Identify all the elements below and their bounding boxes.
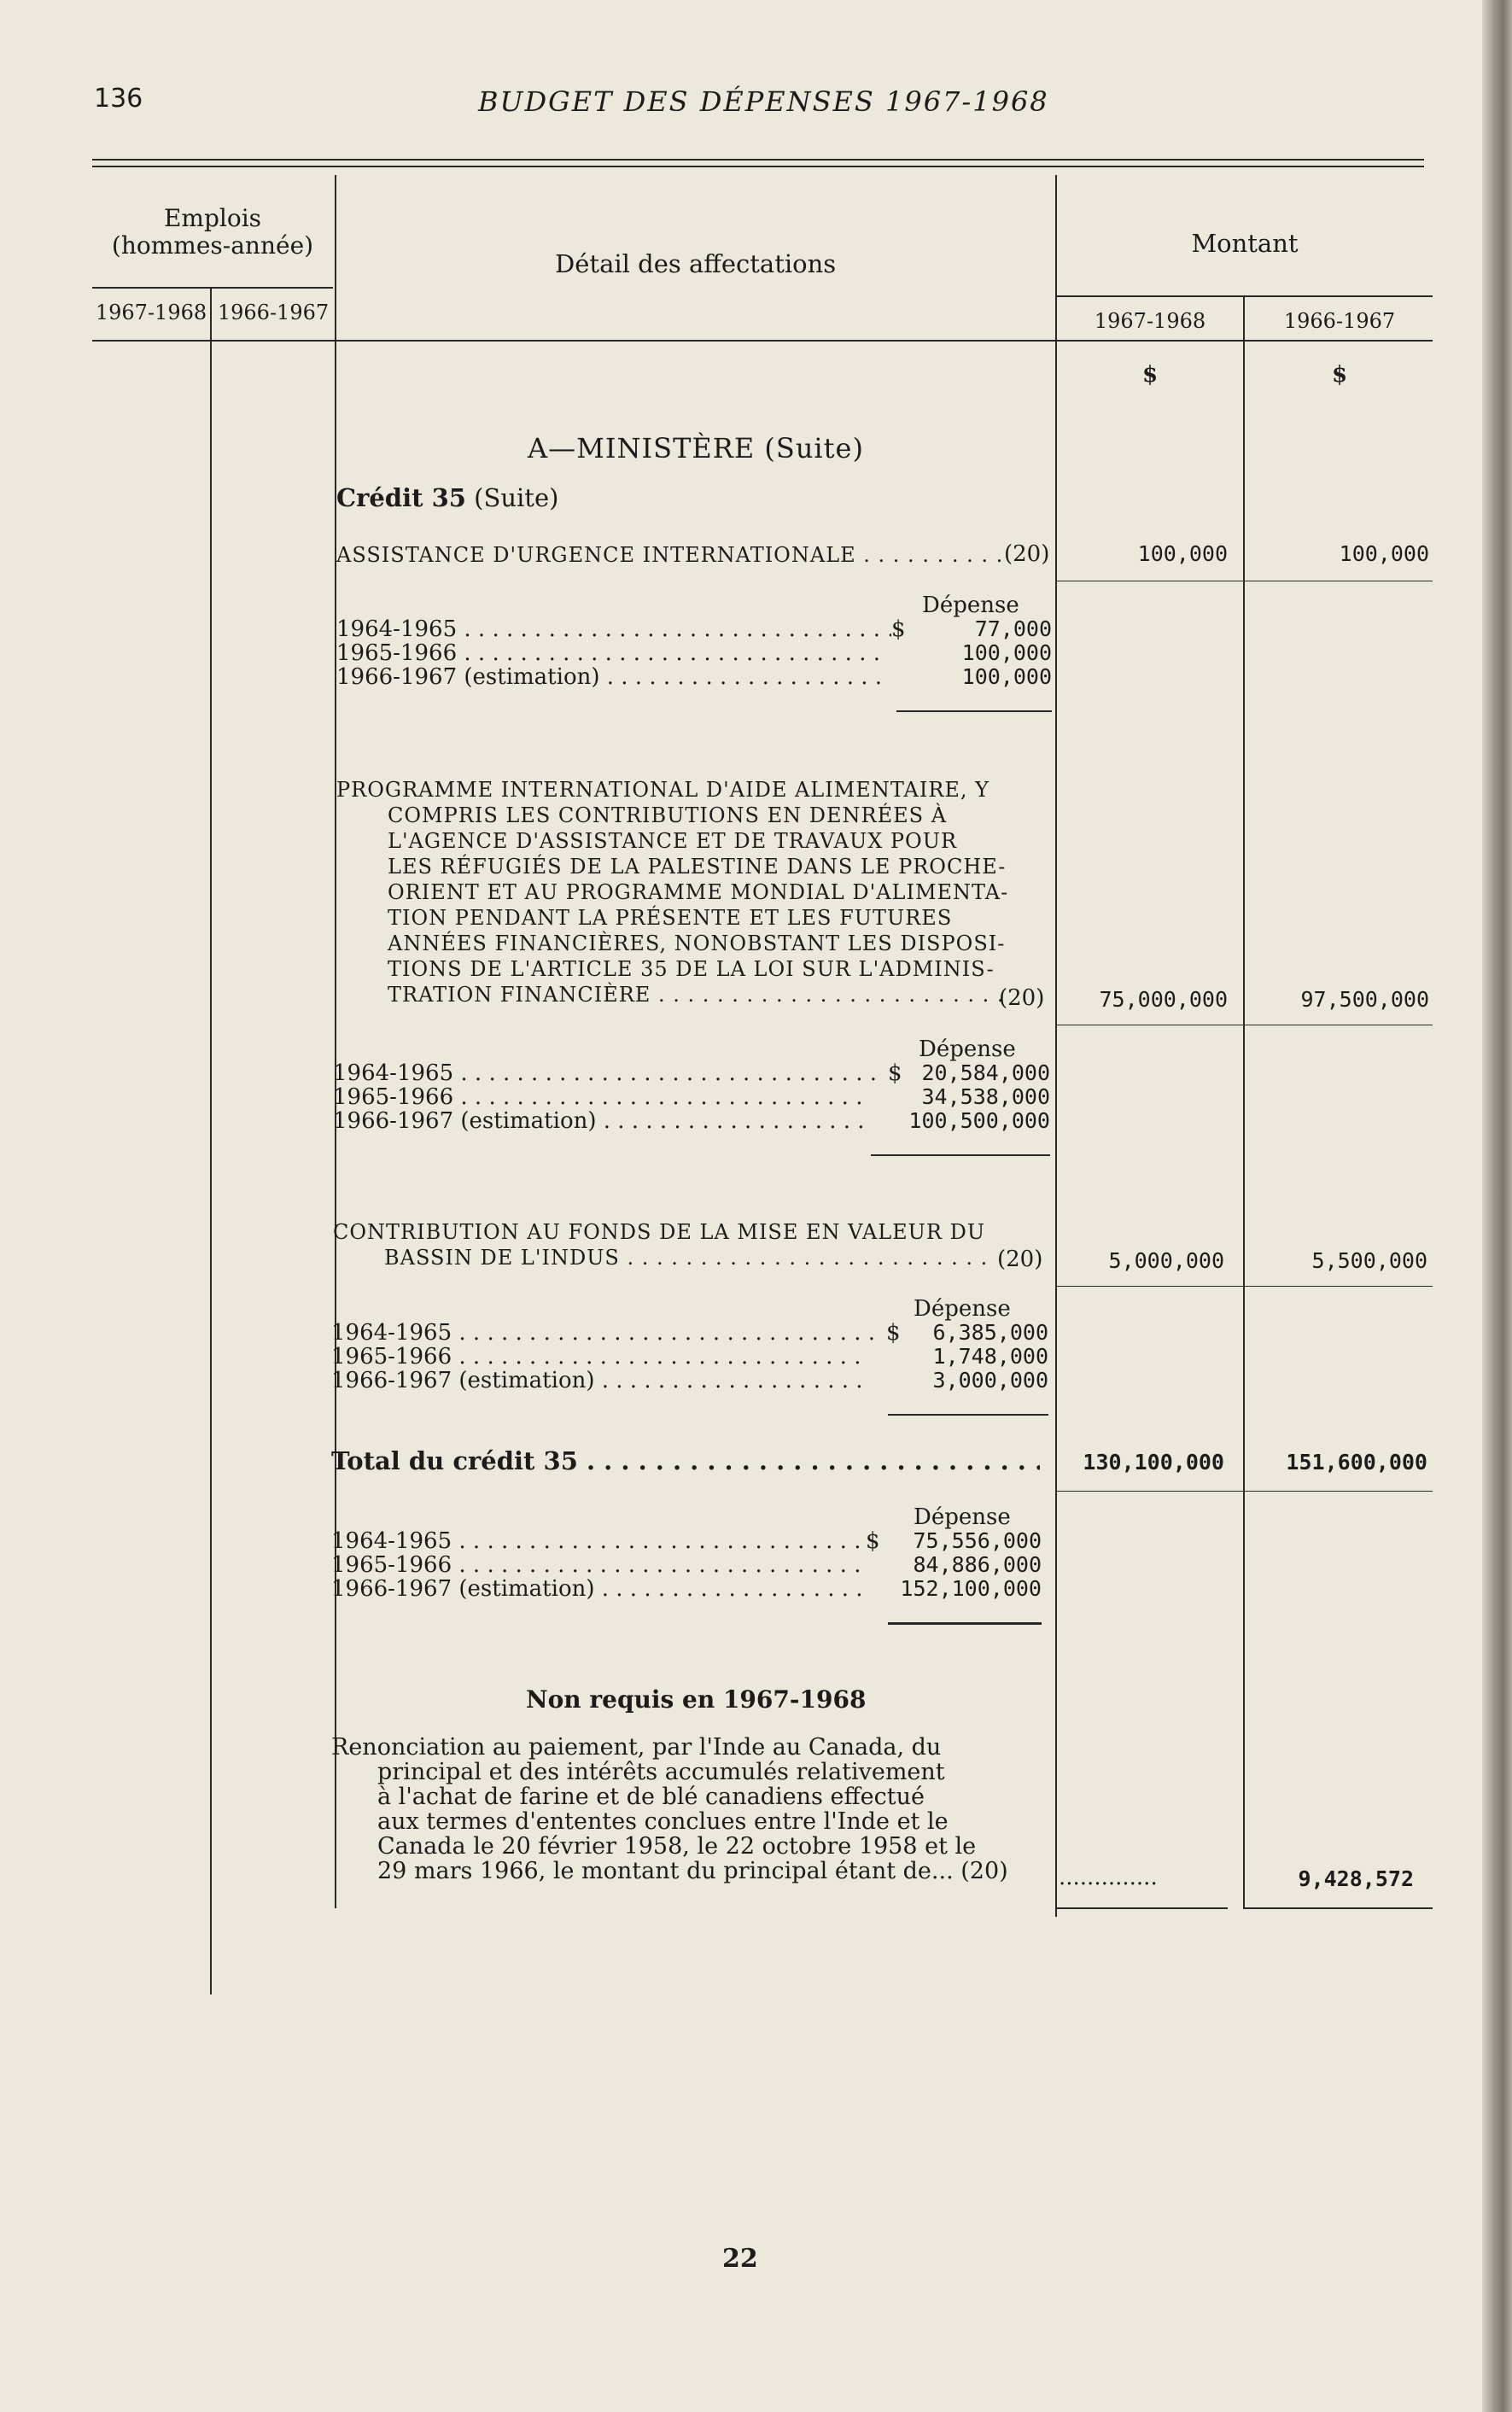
item-2-line-4: LES RÉFUGIÉS DE LA PALESTINE DANS LE PROCHE- xyxy=(388,855,1007,879)
non-requis-line-4: aux termes d'ententes conclues entre l'Inde et le xyxy=(377,1808,949,1835)
total-label-wrap xyxy=(331,1446,1040,1475)
item-1-hist-rule xyxy=(896,710,1052,712)
bottom-rule-b xyxy=(1243,1907,1433,1909)
emplois-heading xyxy=(92,205,333,260)
item-1-hist-1-cur: $ xyxy=(891,616,906,642)
amount-year-a-heading: 1967-1968 xyxy=(1094,309,1206,333)
item-2-line-7: ANNÉES FINANCIÈRES, NONOBSTANT LES DISPOSI- xyxy=(388,932,1006,955)
item-2-hist-2-year xyxy=(333,1084,871,1110)
emplois-line2: (hommes-année) xyxy=(111,231,314,260)
page-number: 136 xyxy=(94,84,143,114)
item-1-hist-1-value: 77,000 xyxy=(974,616,1052,641)
item-2-line-6: TION PENDANT LA PRÉSENTE ET LES FUTURES xyxy=(388,906,953,930)
item-2-hist-3-value: 100,500,000 xyxy=(908,1108,1050,1133)
top-rule-2 xyxy=(92,166,1424,167)
item-3-line-2-wrap xyxy=(333,1245,990,1270)
book-binding-edge xyxy=(1482,0,1512,2412)
item-1-hist-2-value: 100,000 xyxy=(961,640,1052,665)
non-requis-text xyxy=(331,1735,1008,1883)
footer-number: 22 xyxy=(722,2244,758,2274)
running-title: BUDGET DES DÉPENSES 1967-1968 xyxy=(478,85,1049,118)
item-3-depense-label: Dépense xyxy=(914,1296,1011,1322)
item-2-hist-3-label: 1966-1967 (estimation) xyxy=(333,1108,597,1134)
item-2-line-5: ORIENT ET AU PROGRAMME MONDIAL D'ALIMENTA- xyxy=(388,880,1009,904)
item-1-hist-2-label: 1965-1966 xyxy=(336,640,458,666)
item-2-hist-1-cur: $ xyxy=(888,1060,902,1086)
item-3-hist-3-year xyxy=(331,1368,869,1393)
total-hist-2-year xyxy=(331,1552,861,1578)
item-2-line-2: COMPRIS LES CONTRIBUTIONS EN DENRÉES À xyxy=(388,803,948,827)
item-2-amount-a: 75,000,000 xyxy=(1099,987,1228,1012)
item-1-hist-3-year xyxy=(336,664,883,690)
non-requis-amount-a: .............. xyxy=(1059,1865,1158,1890)
total-hist-1-year xyxy=(331,1528,869,1554)
total-hist-2-value: 84,886,000 xyxy=(913,1552,1042,1577)
item-3-hist-1-label: 1964-1965 xyxy=(331,1320,452,1346)
item-2-hist-rule xyxy=(871,1154,1050,1156)
total-hist-3-label: 1966-1967 (estimation) xyxy=(331,1576,595,1602)
item-1-hist-3-value: 100,000 xyxy=(961,664,1052,689)
total-hist-2-label: 1965-1966 xyxy=(331,1552,452,1578)
currency-b: $ xyxy=(1331,362,1348,388)
total-amount-a: 130,100,000 xyxy=(1083,1450,1224,1475)
item-1-hist-3-label: 1966-1967 (estimation) xyxy=(336,664,600,690)
total-depense-label: Dépense xyxy=(914,1504,1011,1530)
detail-heading: Détail des affectations xyxy=(555,249,837,278)
item-3-text xyxy=(333,1219,990,1270)
non-requis-title: Non requis en 1967-1968 xyxy=(526,1685,867,1714)
total-amount-b: 151,600,000 xyxy=(1286,1450,1427,1475)
item-1-depense-label: Dépense xyxy=(922,593,1019,618)
item-1-text xyxy=(336,543,1002,567)
total-hist-3-year xyxy=(331,1576,861,1602)
item-3-hist-2-year xyxy=(331,1344,869,1370)
item-3-line-1: CONTRIBUTION AU FONDS DE LA MISE EN VALEUR DU xyxy=(333,1220,986,1244)
item-2-line-9-wrap xyxy=(336,982,1002,1007)
year-a-heading: 1967-1968 xyxy=(95,301,207,324)
total-hist-1-label: 1964-1965 xyxy=(331,1528,452,1554)
col-rule-detail-left xyxy=(335,175,336,1908)
item-3-hist-3-value: 3,000,000 xyxy=(932,1368,1048,1393)
total-hist-rule xyxy=(888,1622,1042,1625)
item-1-line-1: ASSISTANCE D'URGENCE INTERNATIONALE xyxy=(336,543,856,567)
non-requis-line-3: à l'achat de farine et de blé canadiens effectué xyxy=(377,1784,925,1810)
item-3-line-2: BASSIN DE L'INDUS xyxy=(384,1246,620,1270)
top-rule xyxy=(92,159,1424,161)
total-hist-1-cur: $ xyxy=(866,1528,880,1554)
item-3-hist-1-cur: $ xyxy=(886,1320,901,1346)
year-b-heading: 1966-1967 xyxy=(217,301,330,324)
item-2-line-1: PROGRAMME INTERNATIONAL D'AIDE ALIMENTAIRE, Y xyxy=(336,778,990,802)
item-2-amount-b: 97,500,000 xyxy=(1300,987,1429,1012)
item-1-amount-a: 100,000 xyxy=(1137,541,1228,566)
item-3-code: (20) xyxy=(997,1247,1043,1272)
item-3-hist-rule xyxy=(888,1414,1048,1416)
item-3-amount-a: 5,000,000 xyxy=(1108,1248,1224,1273)
credit-line xyxy=(336,483,558,512)
montant-rule xyxy=(1057,295,1433,297)
item-1-hist-2-year xyxy=(336,640,883,666)
header-bottom-rule xyxy=(92,340,1433,342)
non-requis-line-2: principal et des intérêts accumulés relativement xyxy=(377,1759,945,1785)
amount-year-b-heading: 1966-1967 xyxy=(1283,309,1396,333)
col-rule-amount-split xyxy=(1243,295,1245,1909)
non-requis-line-5: Canada le 20 février 1958, le 22 octobre 1958 et le xyxy=(377,1833,977,1860)
item-2-depense-label: Dépense xyxy=(919,1037,1016,1062)
non-requis-amount-b: 9,428,572 xyxy=(1298,1866,1414,1891)
item-2-hist-3-year xyxy=(333,1108,871,1134)
total-label: Total du crédit 35 xyxy=(331,1446,578,1475)
col-rule-emplois-split xyxy=(210,287,212,1994)
item-3-amount-b: 5,500,000 xyxy=(1311,1248,1427,1273)
item-2-hist-2-value: 34,538,000 xyxy=(921,1084,1050,1109)
item-2-line-8: TIONS DE L'ARTICLE 35 DE LA LOI SUR L'ADMINIS- xyxy=(388,957,995,981)
item-2-hist-1-value: 20,584,000 xyxy=(921,1060,1050,1085)
item-1-hist-1-year xyxy=(336,616,891,642)
item-1-hist-1-label: 1964-1965 xyxy=(336,616,458,642)
total-hist-3-value: 152,100,000 xyxy=(900,1576,1042,1601)
section-title: A—MINISTÈRE (Suite) xyxy=(528,432,864,464)
col-rule-detail-right xyxy=(1055,175,1057,1917)
total-amount-rule xyxy=(1055,1491,1433,1492)
item-3-hist-2-value: 1,748,000 xyxy=(932,1344,1048,1369)
non-requis-line-1: Renonciation au paiement, par l'Inde au Canada, du xyxy=(331,1734,942,1761)
item-2-hist-2-label: 1965-1966 xyxy=(333,1084,454,1110)
item-3-amount-rule xyxy=(1055,1286,1433,1287)
item-2-hist-1-label: 1964-1965 xyxy=(333,1060,454,1086)
item-2-line-9: TRATION FINANCIÈRE xyxy=(388,983,651,1007)
item-3-hist-1-value: 6,385,000 xyxy=(932,1320,1048,1345)
credit-label: Crédit 35 xyxy=(336,483,466,512)
item-2-hist-1-year xyxy=(333,1060,879,1086)
item-3-hist-1-year xyxy=(331,1320,878,1346)
currency-a: $ xyxy=(1141,362,1159,388)
montant-heading: Montant xyxy=(1191,229,1299,258)
bottom-rule-a xyxy=(1055,1907,1228,1909)
item-3-hist-2-label: 1965-1966 xyxy=(331,1344,452,1370)
item-2-code: (20) xyxy=(999,985,1045,1011)
item-1-amount-b: 100,000 xyxy=(1339,541,1429,566)
item-3-hist-3-label: 1966-1967 (estimation) xyxy=(331,1368,595,1393)
emplois-rule xyxy=(92,287,333,289)
total-hist-1-value: 75,556,000 xyxy=(913,1528,1042,1553)
item-2-text xyxy=(336,777,1008,1007)
non-requis-line-6: 29 mars 1966, le montant du principal étant de... (20) xyxy=(377,1858,1008,1884)
item-1-code: (20) xyxy=(1004,541,1050,567)
credit-suffix: (Suite) xyxy=(474,483,559,512)
emplois-line1: Emplois xyxy=(163,204,262,232)
item-2-line-3: L'AGENCE D'ASSISTANCE ET DE TRAVAUX POUR xyxy=(388,829,958,853)
